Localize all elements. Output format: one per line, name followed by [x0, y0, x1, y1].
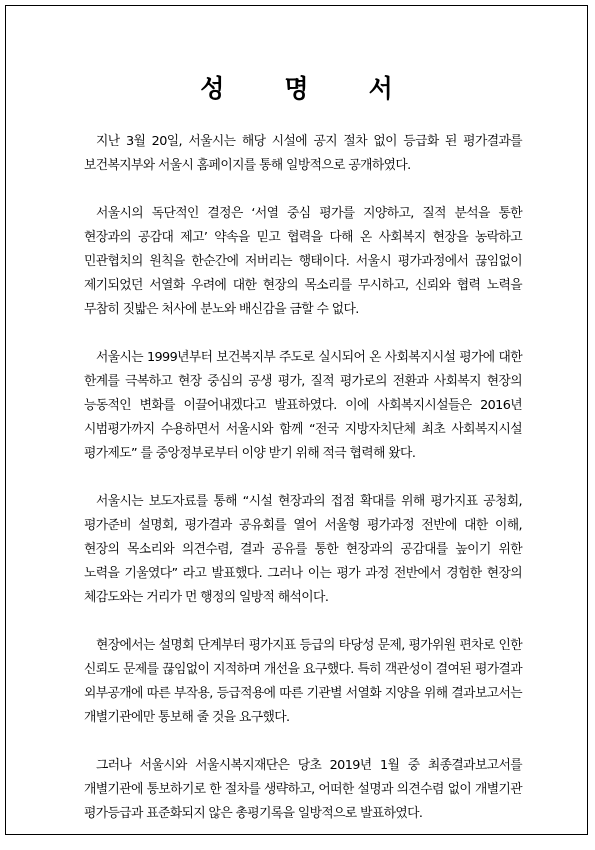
- paragraph-2: 서울시의 독단적인 결정은 ‘서열 중심 평가를 지양하고, 질적 분석을 통한 현장과의 공감대 제고’ 약속을 믿고 협력을 다해 온 사회복지 현장을 농락하고 민관협치의 원칙을 한순간에 저버리는 행태이다. 서울시 평가과정에서 끊임없이 제기되었던 서열화 우려에 대한 현장의 목소리를 무시하고, 신뢰와 협력 노력을 무참히 짓밟은 처사에 분노와 배신감을 금할 수 없다.: [84, 206, 522, 317]
- document-body: [84, 130, 522, 850]
- paragraph-6: 그러나 서울시와 서울시복지재단은 당초 2019년 1월 중 최종결과보고서를 개별기관에 통보하기로 한 절차를 생략하고, 어떠한 설명과 의견수렴 없이 개별기관 평가등급과 표준화되지 않은 총평기록을 일방적으로 발표하였다.: [84, 758, 522, 821]
- paragraph-5: 현장에서는 설명회 단계부터 평가지표 등급의 타당성 문제, 평가위원 편차로 인한 신뢰도 문제를 끊임없이 지적하며 개선을 요구했다. 특히 객관성이 결여된 평가결과 외부공개에 따른 부작용, 등급적용에 따른 기관별 서열화 지양을 위해 결과보고서는 개별기관에만 통보해 줄 것을 요구했다.: [84, 638, 522, 725]
- document-title: 성명서: [200, 74, 453, 103]
- paragraph-4: 서울시는 보도자료를 통해 “시설 현장과의 접점 확대를 위해 평가지표 공청회, 평가준비 설명회, 평가결과 공유회를 열어 서울형 평가과정 전반에 대한 이해, 현장의 목소리와 의견수렴, 결과 공유를 통한 현장과의 공감대를 높이기 위한 노력을 기울였다” 라고 발표했다. 그러나 이는 평가 과정 전반에서 경험한 현장의 체감도와는 거리가 먼 행정의 일방적 해석이다.: [84, 494, 522, 605]
- document-page: [5, 5, 588, 835]
- paragraph-3: 서울시는 1999년부터 보건복지부 주도로 실시되어 온 사회복지시설 평가에 대한 한계를 극복하고 현장 중심의 공생 평가, 질적 평가로의 전환과 사회복지 현장의 능동적인 변화를 이끌어내겠다고 발표하였다. 이에 사회복지시설들은 2016년 시범평가까지 수용하면서 서울시와 함께 “전국 지방자치단체 최초 사회복지시설 평가제도” 를 중앙정부로부터 이양 받기 위해 적극 협력해 왔다.: [84, 350, 522, 461]
- paragraph-1: 지난 3월 20일, 서울시는 해당 시설에 공지 절차 없이 등급화 된 평가결과를 보건복지부와 서울시 홈페이지를 통해 일방적으로 공개하였다.: [84, 134, 522, 173]
